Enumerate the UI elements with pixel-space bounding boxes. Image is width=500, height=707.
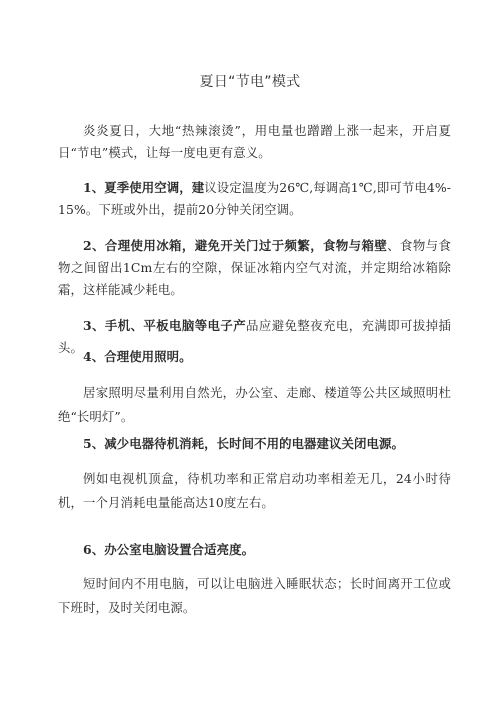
item-5-heading: 5、减少电器待机消耗，长时间不用的电器建议关闭电源。 bbox=[83, 436, 404, 451]
item-3-text: 品应避免整夜充电，充满即可拔掉插头。 bbox=[58, 318, 452, 355]
item-1-heading: 1、夏季使用空调， bbox=[83, 180, 192, 195]
item-4-body: 居家照明尽量利用自然光，办公室、走廊、楼道等公共区域照明杜绝“长明灯”。 bbox=[58, 385, 451, 424]
item-6-heading-paragraph bbox=[58, 539, 451, 561]
item-6-body: 短时间内不用电脑，可以让电脑进入睡眠状态；长时间离开工位或下班时，及时关闭电源。 bbox=[58, 576, 451, 615]
document-title: 夏日“节电”模式 bbox=[199, 74, 301, 90]
intro-paragraph: 炎炎夏日，大地“热辣滚烫”，用电量也蹭蹭上涨一起来，开启夏日“节电”模式，让每一度电更有意义。 bbox=[58, 123, 451, 160]
item-1-text: 议设定温度为26℃,每调高1℃,即可节电4%-15%。下班或外出，提前20分钟关闭空调。 bbox=[58, 180, 451, 217]
item-1-paragraph bbox=[58, 177, 451, 221]
item-1-bold-char: 建 bbox=[191, 180, 205, 195]
item-5-body: 例如电视机顶盒，待机功率和正常启动功率相差无几，24小时待机，一个月消耗电量能高达10度左右。 bbox=[58, 471, 451, 510]
item-2-paragraph bbox=[58, 235, 451, 301]
item-2-heading: 2、合理使用冰箱，避免开关门过于频繁，食物与箱壁 bbox=[83, 238, 388, 253]
item-2-text: 、食物与食物之间留出1Cm左右的空隙，保证冰箱内空气对流，并定期给冰箱除霜，这样能减少耗电。 bbox=[58, 238, 452, 297]
item-5-heading-paragraph bbox=[58, 433, 451, 455]
item-4-heading-paragraph bbox=[58, 346, 451, 368]
item-4-heading: 4、合理使用照明。 bbox=[83, 349, 192, 364]
item-6-heading: 6、办公室电脑设置合适亮度。 bbox=[83, 542, 255, 557]
item-3-heading: 3、手机、平板电脑等电子产 bbox=[83, 318, 247, 333]
